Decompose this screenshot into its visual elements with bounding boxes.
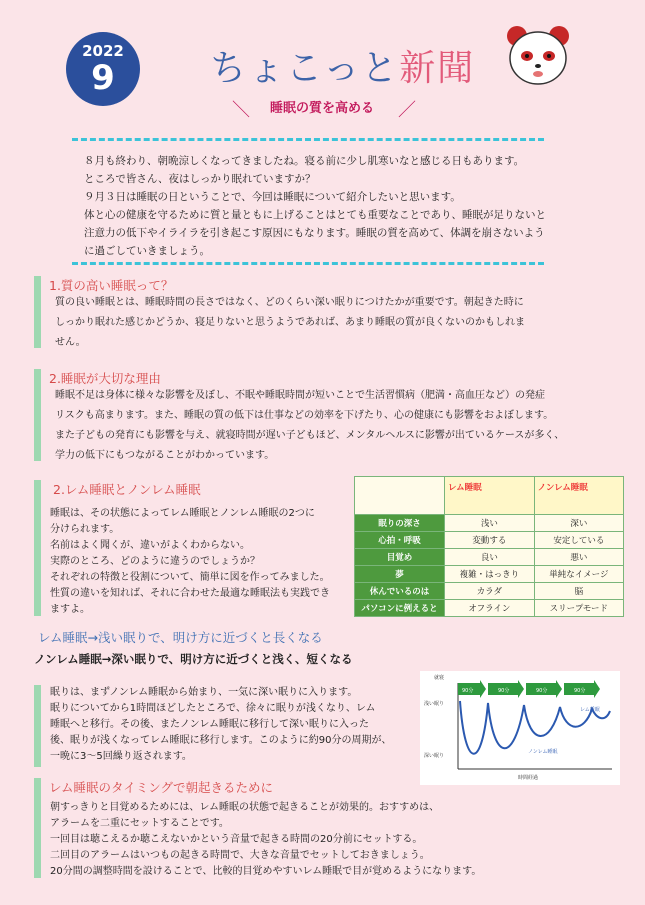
body-line: 分けられます。 xyxy=(50,524,120,535)
year: 2022 xyxy=(82,42,124,60)
rem-note: レム睡眠→浅い眠りで、明け方に近づくと長くなる xyxy=(38,630,323,645)
rem-cell: 複雑・はっきり xyxy=(445,566,535,583)
intro-line: ９月３日は睡眠の日ということで、今回は睡眠について紹介したいと思います。 xyxy=(84,191,461,203)
graph-y-deep: 深い眠り xyxy=(424,753,445,759)
table-corner xyxy=(355,477,445,515)
rem-cell: 良い xyxy=(445,549,535,566)
table-row xyxy=(355,566,624,583)
sleep-cycle-svg xyxy=(420,671,620,785)
graph-y-shallow: 浅い眠り xyxy=(424,701,445,707)
interval-label: 90分 xyxy=(462,688,474,694)
title-part1: ちょこっと xyxy=(210,48,400,89)
body-line: 質の良い睡眠とは、睡眠時間の長さではなく、どのくらい深い眠りにつけたかが重要です。朝起きた時に xyxy=(55,297,524,308)
body-line: 眠りは、まずノンレム睡眠から始まり、一気に深い眠りに入ります。 xyxy=(50,687,358,698)
subtitle: 睡眠の質を高める xyxy=(269,101,374,116)
graph-x-label: 時間経過 xyxy=(518,775,539,781)
row-label: パソコンに例えると xyxy=(355,600,445,617)
body-line: また子どもの発育にも影響を与え、就寝時間が遅い子どもほど、メンタルヘルスに影響が出ているケースが多く、 xyxy=(55,430,565,441)
month: 9 xyxy=(91,58,115,98)
body-line: 朝すっきりと目覚めるためには、レム睡眠の状態で起きることが効果的。おすすめは、 xyxy=(50,802,440,813)
interval-label: 90分 xyxy=(498,688,510,694)
nonrem-cell: 脳 xyxy=(534,583,623,600)
graph-top-label: 就寝 xyxy=(434,675,445,681)
body-line: 二回目のアラームはいつもの起きる時間で、大きな音量でセットしておきましょう。 xyxy=(50,850,430,861)
table-header-row xyxy=(355,477,624,515)
rem-cell: オフライン xyxy=(445,600,535,617)
row-label: 休んでいるのは xyxy=(355,583,445,600)
body-line: 睡眠不足は身体に様々な影響を及ぼし、不眠や睡眠時間が短いことで生活習慣病（肥満・高血圧など）の発症 xyxy=(55,390,545,401)
title-part2: 新聞 xyxy=(399,48,476,89)
row-label: 心拍・呼吸 xyxy=(355,532,445,549)
section-bar xyxy=(34,685,41,767)
nonrem-cell: 悪い xyxy=(534,549,623,566)
body-line: ますよ。 xyxy=(50,604,90,615)
intro-line: ところで皆さん、夜はしっかり眠れていますか？ xyxy=(84,173,316,185)
interval-label: 90分 xyxy=(574,688,586,694)
divider-top xyxy=(72,138,544,141)
section-bar xyxy=(34,480,41,616)
sleep-comparison-table xyxy=(354,476,624,617)
row-label: 夢 xyxy=(355,566,445,583)
nonrem-header xyxy=(534,477,623,515)
date-badge xyxy=(66,32,140,106)
section3-body xyxy=(50,506,350,618)
intro-line: ８月も終わり、朝晩涼しくなってきましたね。寝る前に少し肌寒いなと感じる日もあります。 xyxy=(84,155,525,167)
row-label: 目覚め xyxy=(355,549,445,566)
table-row xyxy=(355,515,624,532)
cycle-body xyxy=(50,685,420,765)
body-line: 名前はよく聞くが、違いがよくわからない。 xyxy=(50,540,250,551)
table-row xyxy=(355,549,624,566)
slash-right: ／ xyxy=(398,100,416,121)
rem-curve-label: レム睡眠 xyxy=(580,707,600,713)
nonrem-cell: スリープモード xyxy=(534,600,623,617)
intro-line: 体と心の健康を守るために質と量ともに上げることはとても重要なことであり、睡眠が足りないと xyxy=(84,209,546,221)
section1-body xyxy=(55,293,595,353)
section3-title: 2.レム睡眠とノンレム睡眠 xyxy=(53,482,201,497)
intro-text xyxy=(84,152,554,260)
nonrem-cell: 単純なイメージ xyxy=(534,566,623,583)
section4-title: レム睡眠のタイミングで朝起きるために xyxy=(49,780,274,795)
table-row xyxy=(355,600,624,617)
body-line: せん。 xyxy=(55,337,86,348)
intro-line: 注意力の低下やイライラを引き起こす原因にもなります。睡眠の質を高めて、体調を崩さないよう xyxy=(84,227,545,239)
body-line: 20分間の調整時間を設けることで、比較的目覚めやすいレム睡眠で目が覚めるようになります。 xyxy=(50,866,482,877)
section1-title: 1.質の高い睡眠って？ xyxy=(49,278,174,293)
rem-header xyxy=(445,477,535,515)
body-line: 実際のところ、どのように違うのでしょうか？ xyxy=(50,556,260,567)
row-label: 眠りの深さ xyxy=(355,515,445,532)
nonrem-note: ノンレム睡眠→深い眠りで、明け方に近づくと浅く、短くなる xyxy=(34,652,353,666)
section2-body xyxy=(55,386,615,466)
section2-title: 2.睡眠が大切な理由 xyxy=(49,371,161,386)
interval-label: 90分 xyxy=(536,688,548,694)
panda-mascot-icon xyxy=(503,22,573,92)
rem-cell: カラダ xyxy=(445,583,535,600)
body-line: 学力の低下にもつながることがわかっています。 xyxy=(55,450,275,461)
body-line: しっかり眠れた感じかどうか、寝足りないと思うようであれば、あまり睡眠の質が良くないのかもしれま xyxy=(55,317,525,328)
body-line: 睡眠へと移行。その後、またノンレム睡眠に移行して深い眠りに入った xyxy=(50,719,369,730)
body-line: 睡眠は、その状態によってレム睡眠とノンレム睡眠の2つに xyxy=(50,508,315,519)
nonrem-header-label: ノンレム睡眠 xyxy=(537,483,588,493)
rem-cell: 浅い xyxy=(445,515,535,532)
rem-header-label: レム睡眠 xyxy=(448,483,482,493)
body-line: 後、眠りが浅くなってレム睡眠に移行します。このように約90分の周期が、 xyxy=(50,735,392,746)
slash-left: ＼ xyxy=(232,100,250,121)
section-bar xyxy=(34,369,41,461)
section-bar xyxy=(34,778,41,878)
sleep-cycle-graph xyxy=(420,671,620,785)
body-line: それぞれの特徴と役割について、簡単に図を作ってみました。 xyxy=(50,572,330,583)
body-line: アラームを二重にセットすることです。 xyxy=(50,818,229,829)
nonrem-curve-label: ノンレム睡眠 xyxy=(528,749,558,755)
section4-body xyxy=(50,800,620,880)
newsletter-title xyxy=(210,40,475,91)
nonrem-cell: 深い xyxy=(534,515,623,532)
divider-bottom xyxy=(72,262,544,265)
body-line: 一晩に3～5回繰り返されます。 xyxy=(50,751,192,762)
body-line: 性質の違いを知れば、それに合わせた最適な睡眠法も実践でき xyxy=(50,588,330,599)
body-line: リスクも高まります。また、睡眠の質の低下は仕事などの効率を下げたり、心の健康にも影響をおよぼします。 xyxy=(55,410,554,421)
table-row xyxy=(355,532,624,549)
rem-cell: 変動する xyxy=(445,532,535,549)
intro-line: に過ごしていきましょう。 xyxy=(84,245,210,257)
section-bar xyxy=(34,276,41,348)
body-line: 眠りについてから1時間ほどしたところで、徐々に眠りが浅くなり、レム xyxy=(50,703,376,714)
table-row xyxy=(355,583,624,600)
nonrem-cell: 安定している xyxy=(534,532,623,549)
body-line: 一回目は聴こえるか聴こえないかという音量で起きる時間の20分前にセットする。 xyxy=(50,834,423,845)
